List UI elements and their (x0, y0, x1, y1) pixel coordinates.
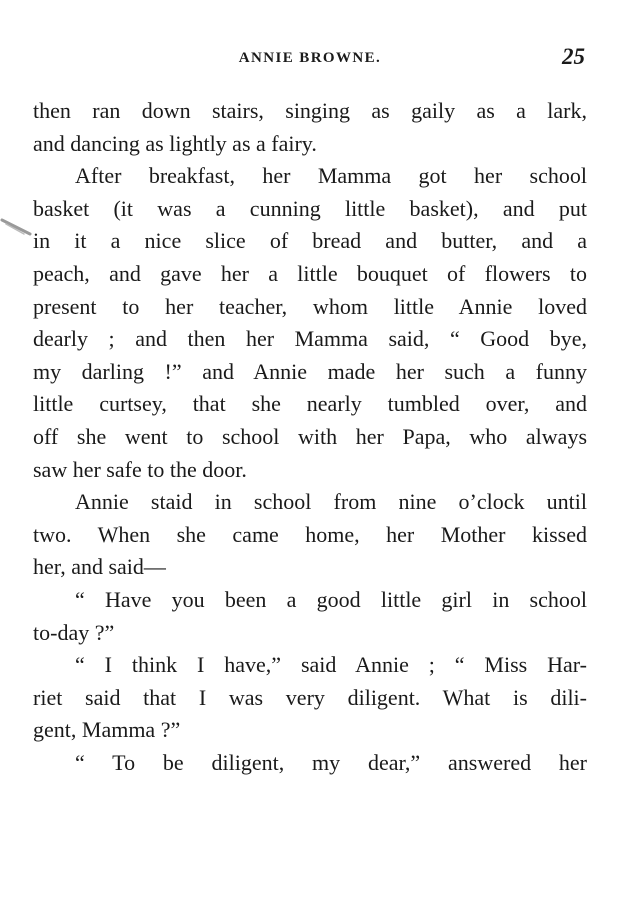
running-title: ANNIE BROWNE. (238, 50, 382, 66)
text-line: off she went to school with her Papa, who always (33, 423, 587, 449)
text-line: peach, and gave her a little bouquet of flowers to (33, 260, 587, 286)
text-line: riet said that I was very diligent. What is dili- (33, 684, 587, 710)
paragraph (33, 747, 587, 780)
text-line: present to her teacher, whom little Annie loved (33, 293, 587, 319)
text-line: “ To be diligent, my dear,” answered her (75, 749, 587, 775)
text-line: in it a nice slice of bread and butter, and a (33, 228, 587, 254)
text-line: Annie staid in school from nine o’clock until (75, 489, 587, 515)
paragraph (33, 584, 587, 649)
text-line: basket (it was a cunning little basket), and put (33, 195, 587, 221)
text-line: After breakfast, her Mamma got her school (75, 163, 587, 189)
text-line: my darling !” and Annie made her such a funny (33, 358, 587, 384)
page-number: 25 (562, 44, 585, 69)
text-line: gent, Mamma ?” (33, 717, 181, 743)
margin-pencil-mark (0, 212, 34, 246)
body-text (33, 95, 587, 779)
paragraph (33, 649, 587, 747)
text-line: two. When she came home, her Mother kissed (33, 521, 587, 547)
text-line: “ I think I have,” said Annie ; “ Miss Har- (75, 652, 587, 678)
paragraph (33, 486, 587, 584)
text-line: saw her safe to the door. (33, 456, 247, 482)
text-line: to-day ?” (33, 619, 115, 645)
text-line: dearly ; and then her Mamma said, “ Good bye, (33, 326, 587, 352)
text-line: and dancing as lightly as a fairy. (33, 130, 317, 156)
text-line: “ Have you been a good little girl in school (75, 586, 587, 612)
text-line: then ran down stairs, singing as gaily as a lark, (33, 98, 587, 123)
paragraph (33, 160, 587, 486)
text-line: her, and said— (33, 554, 166, 580)
running-head (33, 44, 587, 74)
paragraph (33, 95, 587, 160)
text-line: little curtsey, that she nearly tumbled over, and (33, 391, 587, 417)
